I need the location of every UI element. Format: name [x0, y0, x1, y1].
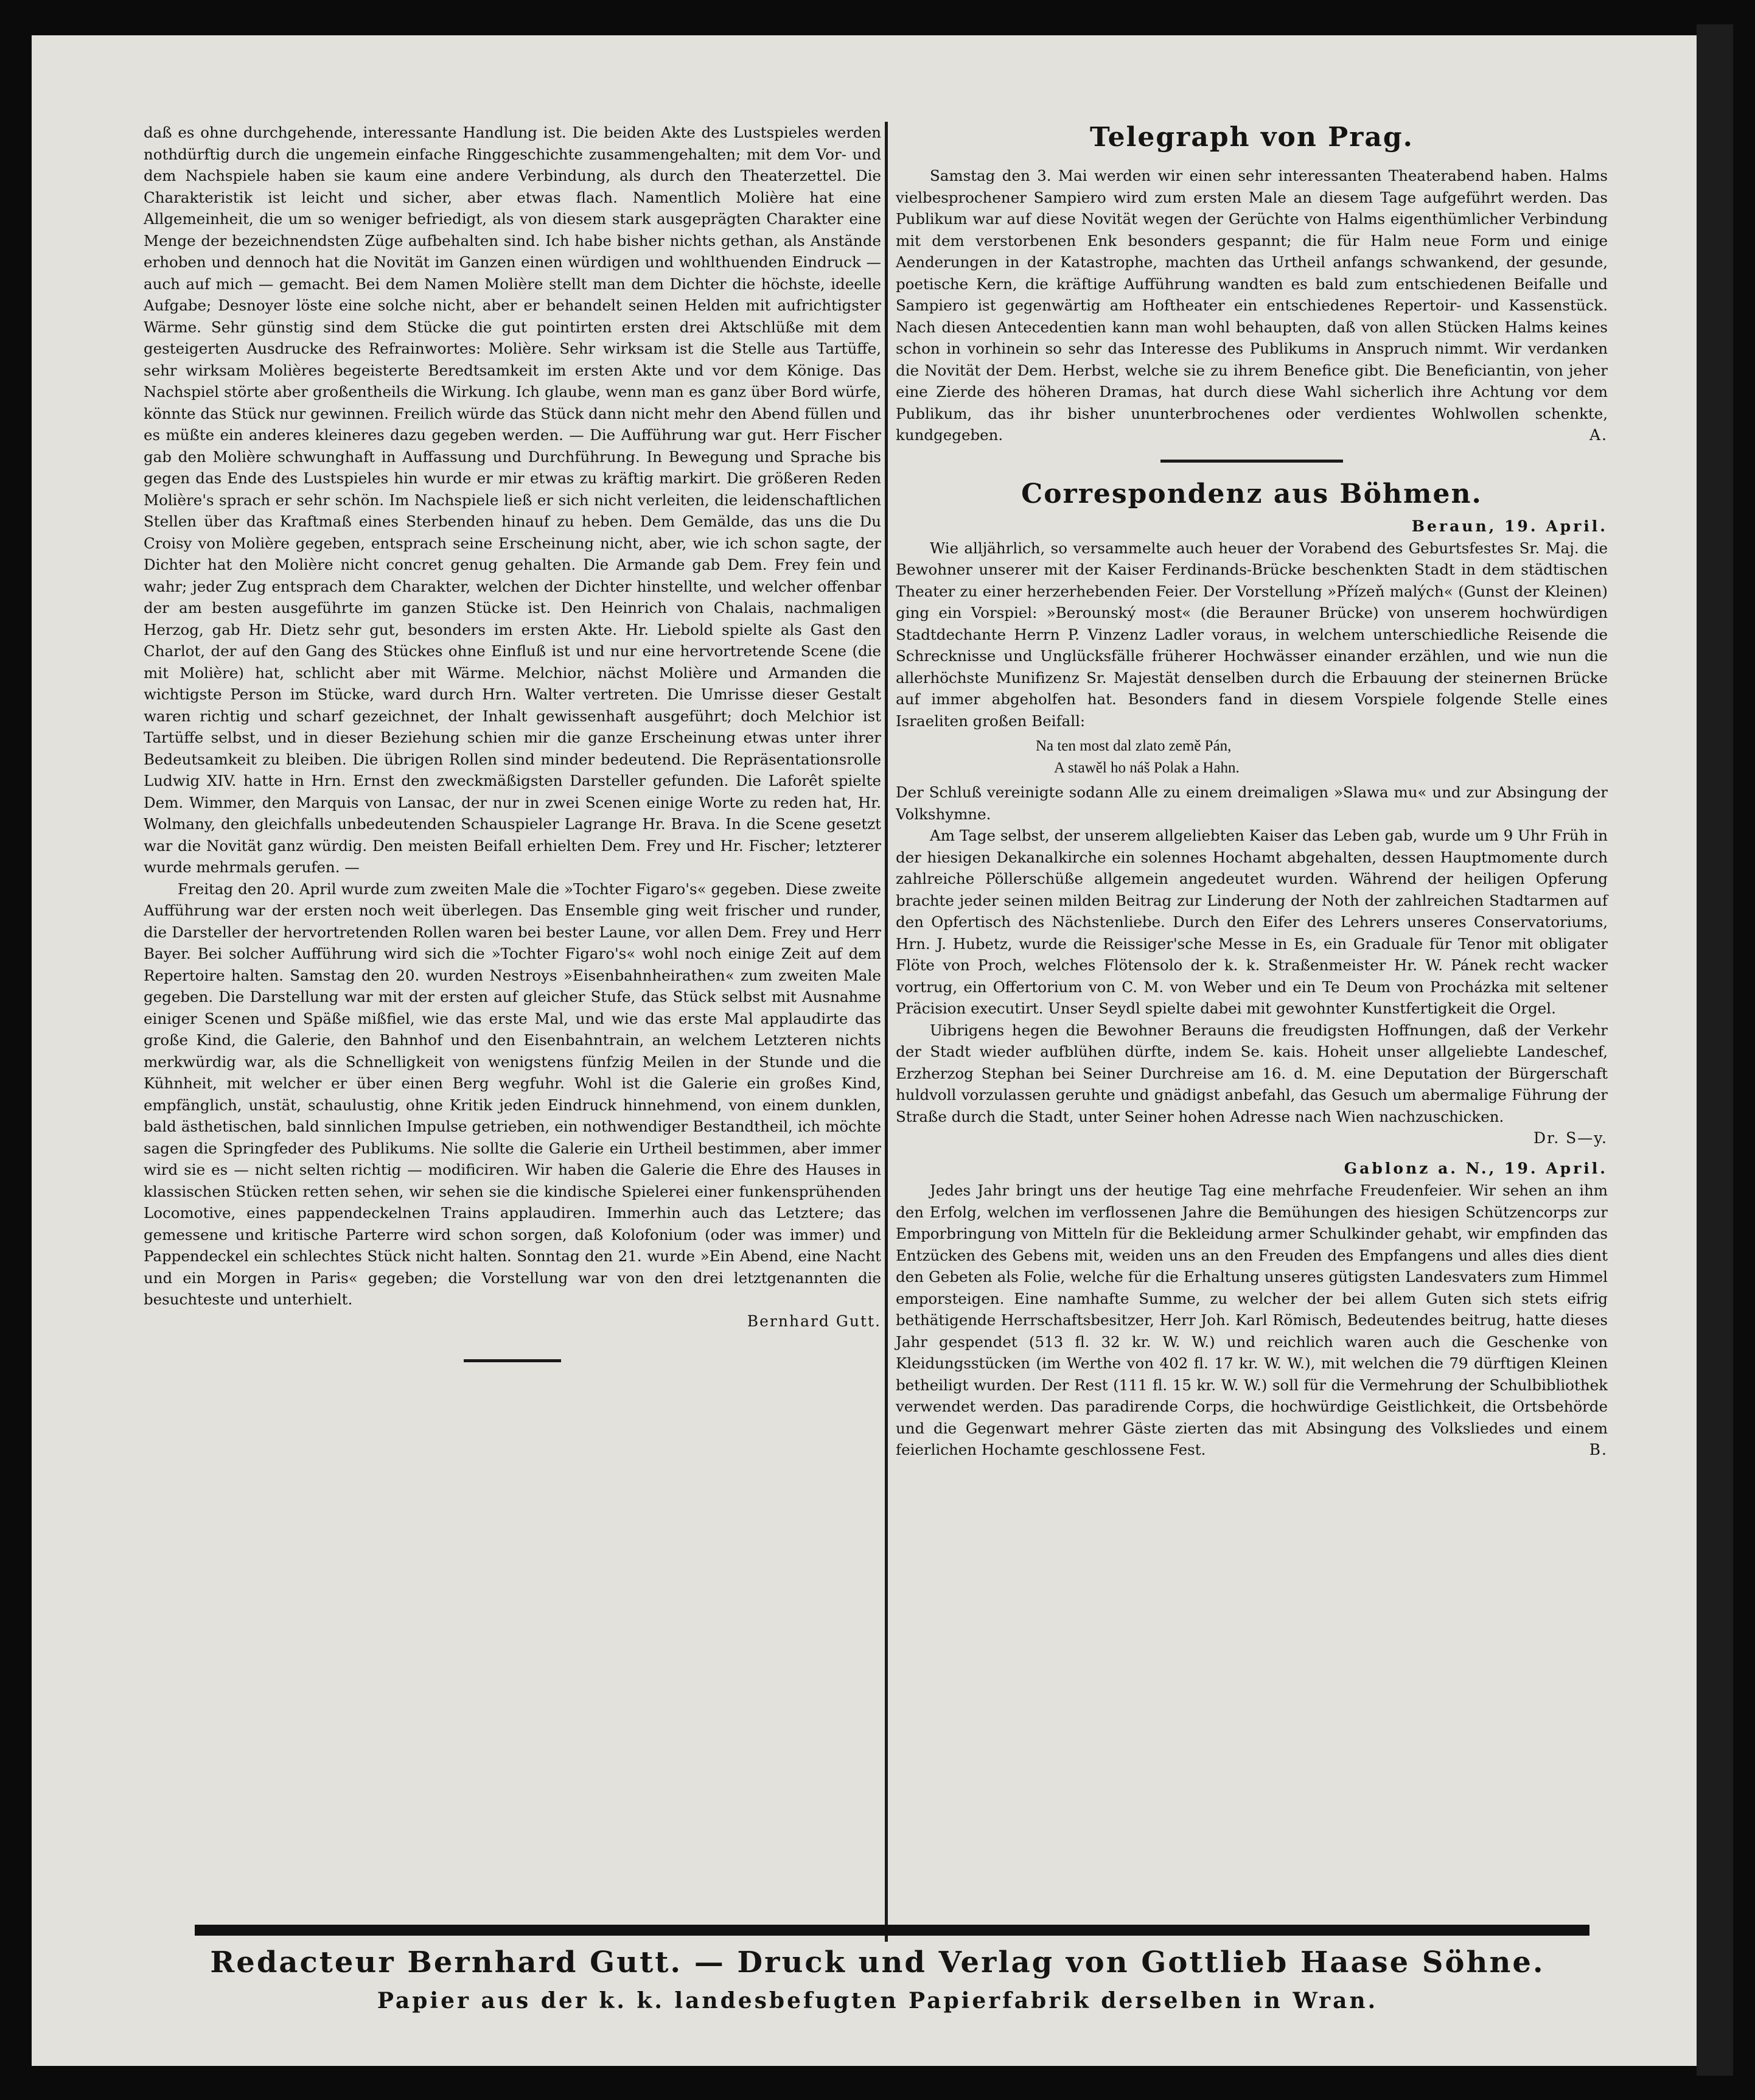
telegraph-heading: Telegraph von Prag.	[1089, 122, 1414, 153]
footer-rule	[195, 1925, 1589, 1936]
beraun-paragraph-2: Am Tage selbst, der unserem allgeliebten Kaiser das Leben gab, wurde um 9 Uhr Früh in der hiesigen Dekanalkirche ein solennes Hochamt abgehalten, dessen Hauptmomente durch zahlreiche Pöllerschüße allgemein angedeutet wurden. Während der heiligen Opferung brachte jeder seinen milden Beitrag zur Linderung der Noth der zahlreichen Stadtarmen auf den Opfertisch des Nächstenliebe. Durch den Eifer des Lehrers unseres Conservatoriums, Hrn. J. Hubetz, wurde die Reissiger'sche Messe in Es, ein Graduale für Tenor mit obligater Flöte von Proch, welches Flötensolo der k. k. Straßenmeister Hr. W. Pánek recht wacker vortrug, ein Offertorium von C. M. von Weber und ein Te Deum von Procházka mit seltener Präcision executirt. Unser Seydl spielte dabei mit gewohnter Kunstfertigkeit die Orgel.	[896, 827, 1608, 1017]
beraun-signature: Dr. S—y.	[1533, 1129, 1608, 1147]
column-divider	[885, 122, 888, 1942]
section-separator-rule	[1160, 460, 1343, 463]
review-signature: Bernhard Gutt.	[747, 1312, 881, 1330]
paper-note-line: Papier aus der k. k. landesbefugten Papierfabrik derselben in Wran.	[377, 1988, 1378, 2014]
right-column	[896, 122, 1608, 1461]
theatre-review-paragraph-2: Freitag den 20. April wurde zum zweiten Male die »Tochter Figaro's« gegeben. Diese zweite Aufführung war der ersten noch weit überlegen. Das Ensemble ging weit frischer und runder, die Darsteller der hervortretenden Rollen waren bei bester Laune, vor allen Dem. Frey und Herr Bayer. Bei solcher Aufführung wird sich die »Tochter Figaro's« wohl noch einige Zeit auf dem Repertoire halten. Samstag den 20. wurden Nestroys »Eisenbahnheirathen« zum zweiten Male gegeben. Die Darstellung war mit der ersten auf gleicher Stufe, das Stück selbst mit Ausnahme einiger Scenen und Späße mißfiel, wie das erste Mal, und wie das erste Mal applaudirte das große Kind, die Galerie, den Bahnhof und den Eisenbahntrain, an welchem Letzteren nichts merkwürdig war, als die Schnelligkeit von wenigstens fünfzig Meilen in der Stunde und die Kühnheit, mit welcher er über einen Berg wegfuhr. Wohl ist die Galerie ein großes Kind, empfänglich, unstät, schaulustig, ohne Kritik jeden Eindruck hinnehmend, von einem dunklen, bald ästhetischen, bald sinnlichen Impulse getrieben, ein nothwendiger Bestandtheil, ich möchte sagen die Springfeder des Publikums. Nie sollte die Galerie ein Urtheil bestimmen, aber immer wird sie es — nicht selten richtig — modificiren. Wir haben die Galerie die Ehre des Hauses in klassischen Stücken retten sehen, wir sehen sie die kindische Spielerei einer funkensprühenden Locomotive, eines pappendeckelnen Trains applaudiren. Immerhin auch das Letztere; das gemessene und kritische Parterre wird schon sorgen, daß Kolofonium (oder was immer) und Pappendeckel ein schlechtes Stück nicht halten. Sonntag den 21. wurde »Ein Abend, eine Nacht und ein Morgen in Paris« gegeben; die Vorstellung war von den drei letztgenannten die besuchteste und unterhielt.	[144, 880, 881, 1308]
article-end-rule	[464, 1359, 561, 1362]
imprint-line: Redacteur Bernhard Gutt. — Druck und Verlag von Gottlieb Haase Söhne.	[210, 1945, 1545, 1979]
beraun-paragraph-3: Uibrigens hegen die Bewohner Berauns die freudigsten Hoffnungen, daß der Verkehr der Stadt wieder aufblühen dürfte, indem Se. kais. Hoheit unser allgeliebte Landeschef, Erzherzog Stephan bei Seiner Durchreise am 16. d. M. eine Deputation der Bürgerschaft huldvoll vorzulassen geruhte und gnädigst anbefahl, das Gesuch um abermalige Führung der Straße durch die Stadt, unter Seiner hohen Adresse nach Wien nachzuschicken.	[896, 1021, 1608, 1125]
verse-line: Na ten most dal zlato země Pán,	[1036, 738, 1232, 754]
beraun-intro-paragraph: Wie alljährlich, so versammelte auch heuer der Vorabend des Geburtsfestes Sr. Maj. die Bewohner unserer mit der Kaiser Ferdinands-Brücke beschenkten Stadt in dem städtischen Theater zu einer herzerhebenden Feier. Der Vorstellung »Přízeň malých« (Gunst der Kleinen) ging ein Vorspiel: »Berounský most« (die Berauner Brücke) von unserem hochwürdigen Stadtdechante Herrn P. Vinzenz Ladler voraus, in welchem unterschiedliche Reisende die Schrecknisse und Unglücksfälle früherer Hochwässer einander erzählen, und wie nun die allerhöchste Munifizenz Sr. Majestät denselben durch die Erbauung der steinernen Brücke auf immer abgeholfen hat. Besonders fand in diesem Vorspiele folgende Stelle eines Israeliten großen Beifall:	[896, 539, 1608, 730]
czech-verse	[896, 735, 1608, 779]
left-column	[144, 122, 881, 1362]
verse-line: A stawěl ho náš Polak a Hahn.	[1054, 760, 1240, 776]
beraun-closing-line: Der Schluß vereinigte sodann Alle zu einem dreimaligen »Slawa mu« und zur Absingung der Volkshymne.	[896, 783, 1608, 823]
correspondence-heading: Correspondenz aus Böhmen.	[1021, 478, 1482, 509]
gablonz-dateline: Gablonz a. N., 19. April.	[1344, 1160, 1608, 1177]
beraun-dateline: Beraun, 19. April.	[1411, 517, 1608, 535]
telegraph-signature: A.	[1589, 425, 1608, 444]
page-edge-shadow	[1697, 24, 1733, 2076]
theatre-review-paragraph-1: daß es ohne durchgehende, interessante Handlung ist. Die beiden Akte des Lustspieles werden nothdürftig durch die ungemein einfache Ringgeschichte zusammengehalten; mit dem Vor- und dem Nachspiele haben sie kaum eine andere Verbindung, als durch den Theaterzettel. Die Charakteristik ist leicht und sicher, aber etwas flach. Namentlich Molière hat eine Allgemeinheit, die um so weniger befriedigt, als von diesem stark ausgeprägten Charakter eine Menge der bezeichnendsten Züge aufbehalten sind. Ich habe bisher nichts gethan, als Anstände erhoben und dennoch hat die Novität im Ganzen einen würdigen und wohlthuenden Eindruck — auch auf mich — gemacht. Bei dem Namen Molière stellt man dem Dichter die höchste, ideelle Aufgabe; Desnoyer löste eine solche nicht, aber er behandelt seinen Helden mit aufrichtigster Wärme. Sehr günstig sind dem Stücke die gut pointirten ersten drei Aktschlüße mit dem gesteigerten Ausdrucke des Refrainwortes: Molière. Sehr wirksam ist die Stelle aus Tartüffe, sehr wirksam Molières begeisterte Beredtsamkeit im ersten Akte und vor dem Könige. Das Nachspiel störte aber großentheils die Wirkung. Ich glaube, wenn man es ganz über Bord würfe, könnte das Stück nur gewinnen. Freilich würde das Stück dann nicht mehr den Abend füllen und es müßte ein anderes kleineres dazu gegeben werden. — Die Aufführung war gut. Herr Fischer gab den Molière schwunghaft in Auffassung und Durchführung. In Bewegung und Sprache bis gegen das Ende des Lustspieles hin wurde er mir etwas zu kräftig markirt. Die größeren Reden Molière's sprach er sehr schön. Im Nachspiele ließ er sich nicht verleiten, die leidenschaftlichen Stellen über das Kraftmaß eines Sterbenden hinauf zu heben. Dem Gemälde, das uns die Du Croisy von Molière gegeben, entsprach seine Erscheinung nicht, aber, wie ich schon sagte, der Dichter hat den Molière nicht concret genug gehalten. Die Armande gab Dem. Frey fein und wahr; jeder Zug entsprach dem Charakter, welchen der Dichter hinstellte, und welcher offenbar der am besten ausgeführte im ganzen Stücke ist. Den Heinrich von Chalais, nachmaligen Herzog, gab Hr. Dietz sehr gut, besonders im ersten Akte. Hr. Liebold spielte als Gast den Charlot, der auf den Gang des Stückes ohne Einfluß ist und nur eine hervortretende Scene (die mit Molière) hat, schlicht aber mit Wärme. Melchior, nächst Molière und Armanden die wichtigste Person im Stücke, ward durch Hrn. Walter vertreten. Die Umrisse dieser Gestalt waren richtig und scharf gezeichnet, der Inhalt gewissenhaft ausgeführt; doch Melchior ist Tartüffe selbst, und in dieser Beziehung schien mir die ganze Erscheinung etwas unter ihrer Bedeutsamkeit zu bleiben. Die übrigen Rollen sind minder bedeutend. Die Repräsentationsrolle Ludwig XIV. hatte in Hrn. Ernst den zweckmäßigsten Darsteller gefunden. Die Laforêt spielte Dem. Wimmer, den Marquis von Lansac, der nur in zwei Scenen einige Worte zu reden hat, Hr. Wolmany, den gleichfalls unbedeutenden Schauspieler Lagrange Hr. Brava. In die Scene gesetzt war die Novität ganz würdig. Den meisten Beifall erhielten Dem. Frey und Hr. Fischer; letzterer wurde mehrmals gerufen. —	[144, 124, 881, 876]
telegraph-paragraph: Samstag den 3. Mai werden wir einen sehr interessanten Theaterabend haben. Halms vielbesprochener Sampiero wird zum ersten Male an diesem Tage aufgeführt werden. Das Publikum war auf diese Novität wegen der Gerüchte von Halms eigenthümlicher Verbindung mit dem verstorbenen Enk besonders gespannt; die für Halm neue Form und einige Aenderungen in der Katastrophe, machten das Urtheil anfangs schwankend, der gesunde, poetische Kern, die kräftige Aufführung wandten es bald zum entschiedenen Beifalle und Sampiero ist gegenwärtig am Hoftheater ein entschiedenes Repertoir- und Kassenstück. Nach diesen Antecedentien kann man wohl behaupten, daß von allen Stücken Halms keines schon in vorhinein so sehr das Interesse des Publikums in Anspruch nimmt. Wir verdanken die Novität der Dem. Herbst, welche sie zu ihrem Benefice gibt. Die Beneficiantin, von jeher eine Zierde des höheren Dramas, hat durch diese Wahl sicherlich ihre Achtung vor dem Publikum, das ihr bisher ununterbrochenes oder verdientes Wohlwollen schenkte, kundgegeben.	[896, 167, 1608, 444]
gablonz-signature: B.	[1589, 1440, 1608, 1458]
gablonz-paragraph: Jedes Jahr bringt uns der heutige Tag eine mehrfache Freudenfeier. Wir sehen an ihm den Erfolg, welchen im verflossenen Jahre die Bemühungen des hiesigen Schützencorps zur Emporbringung von Mitteln für die Bekleidung armer Schulkinder gehabt, wir empfinden das Entzücken des Gebens mit, weiden uns an den Freuden des Empfangens und alles dies dient den Gebeten als Folie, welche für die Erhaltung unseres gütigsten Landesvaters zum Himmel emporsteigen. Eine namhafte Summe, zu welcher der bei allem Guten sich stets eifrig bethätigende Herrschaftsbesitzer, Herr Joh. Karl Römisch, Bedeutendes beitrug, hatte dieses Jahr gespendet (513 fl. 32 kr. W. W.) und reichlich waren auch die Geschenke von Kleidungsstücken (im Werthe von 402 fl. 17 kr. W. W.), mit welchen die 79 dürftigen Kleinen betheiligt wurden. Der Rest (111 fl. 15 kr. W. W.) soll für die Vermehrung der Schulbibliothek verwendet werden. Das paradirende Corps, die hochwürdige Geistlichkeit, die Ortsbehörde und die Gegenwart mehrer Gäste zierten das mit Absingung des Volksliedes und einem feierlichen Hochamte geschlossene Fest.	[896, 1181, 1608, 1458]
